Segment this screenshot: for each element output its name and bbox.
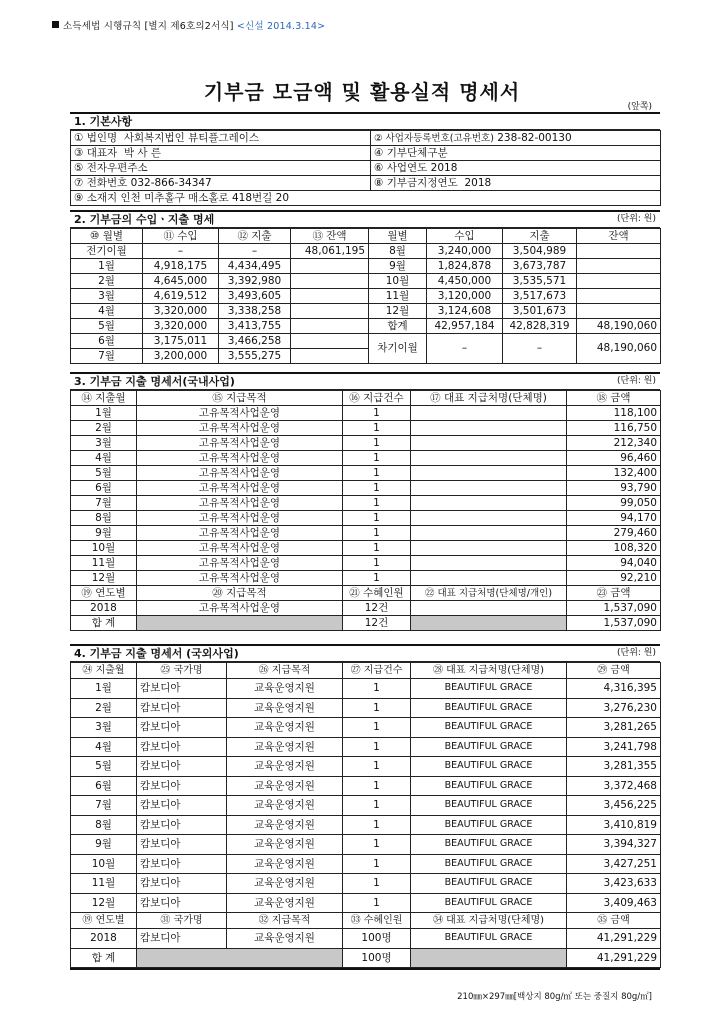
col-representative: ⑰ 대표 지급처명(단체명): [411, 391, 567, 406]
table-row: 1월 4,918,175 4,434,495 9월 1,824,878 3,673,787: [71, 259, 661, 274]
table-row: 2월 고유목적사업운영 1 116,750: [71, 421, 661, 436]
overseas-expense-table: ㉔ 지출월 ㉕ 국가명 ㉖ 지급목적 ㉗ 지급건수 ㉘ 대표 지급처명(단체명) ㉙ 금액 1월 캄보디아 교육운영지원 1 BEAUTIFUL GRACE 4,316,395 2월 캄보디아 교육운영지원 1 BEAUTIFUL GRACE 3,276,230 3월 캄보디아 교육운영지원 1 BEAUTIFUL GRACE 3,281,265 4월 캄보디아 교육운영지원 1 BEAUTIFUL GRACE 3,241,798 5월 캄보디아 교육운영지원 1 BEAUTIFUL GRACE 3,281,355 6월 캄보디아 교육운영지원 1 BEAUTIFUL GRACE 3,372,468 7월 캄보디아 교육운영지원 1 BEAUTIFUL GRACE 3,456,225 8월 캄보디아 교육운영지원 1 BEAUTIFUL GRACE 3,410,819 9월 캄보디아 교육운영지원 1 BEAUTIFUL GRACE 3,394,327 10월 캄보디아 교육운영지원 1 BEAUTIFUL GRACE 3,427,251 11월 캄보디아 교육운영지원 1 BEAUTIFUL GRACE 3,423,633 12월 캄보디아 교육운영지원 1 BEAUTIFUL GRACE 3,409,463 ⑲ 연도별 ㉛ 국가명 ㉜ 지급목적 ㉝ 수혜인원 ㉞ 대표 지급처명(단체명) ㉟ 금액 2018 캄보디아 교육운영지원 100명 BEAUTIFUL GRACE 41,291,229 합 계 100명 41,291,229: [70, 662, 661, 968]
table-row: 9월 캄보디아 교육운영지원 1 BEAUTIFUL GRACE 3,394,327: [71, 835, 661, 855]
table-row: 8월 고유목적사업운영 1 94,170: [71, 511, 661, 526]
table-row: 7월 3,200,000 3,555,275: [71, 349, 661, 364]
basic-info-table: [70, 130, 661, 206]
col-balance-2: 잔액: [577, 229, 661, 244]
col-country: ㉕ 국가명: [137, 663, 227, 679]
total-row: 합 계 100명 41,291,229: [71, 948, 661, 968]
col-income-2: 수입: [427, 229, 503, 244]
table-row: 7월 캄보디아 교육운영지원 1 BEAUTIFUL GRACE 3,456,225: [71, 796, 661, 816]
col-month: ⑩ 월별: [71, 229, 143, 244]
table-row: 전기이월 – – 48,061,195 8월 3,240,000 3,504,989: [71, 244, 661, 259]
table-row: 10월 고유목적사업운영 1 108,320: [71, 541, 661, 556]
table-row: 5월 캄보디아 교육운영지원 1 BEAUTIFUL GRACE 3,281,355: [71, 757, 661, 777]
table-row: 8월 캄보디아 교육운영지원 1 BEAUTIFUL GRACE 3,410,819: [71, 815, 661, 835]
table-row: 5월 고유목적사업운영 1 132,400: [71, 466, 661, 481]
field-org-type: ④ 기부단체구분: [371, 146, 661, 161]
section-4-heading: 4. 기부금 지출 명세서 (국외사업) (단위: 원): [70, 644, 660, 662]
page-title: 기부금 모금액 및 활용실적 명세서: [203, 80, 521, 104]
section-income-expense: [70, 210, 660, 364]
col-amount: ㉙ 금액: [567, 663, 661, 679]
table-row: 5월 3,320,000 3,413,755 합계 42,957,184 42,828,319 48,190,060: [71, 319, 661, 334]
col-purpose: ⑮ 지급목적: [137, 391, 343, 406]
table-row: 4월 3,320,000 3,338,258 12월 3,124,608 3,501,673: [71, 304, 661, 319]
table-row: 4월 고유목적사업운영 1 96,460: [71, 451, 661, 466]
col-expense-month: ⑭ 지출월: [71, 391, 137, 406]
side-label: (앞쪽): [627, 102, 652, 112]
square-bullet-icon: [52, 21, 59, 28]
field-biz-reg-no: ② 사업자등록번호(고유번호) 238-82-00130: [371, 131, 661, 146]
table-row: 9월 고유목적사업운영 1 279,460: [71, 526, 661, 541]
col-count: ㉗ 지급건수: [343, 663, 411, 679]
field-email: ⑤ 전자우편주소: [71, 161, 371, 176]
col-amount: ⑱ 금액: [567, 391, 661, 406]
table-row: 3월 고유목적사업운영 1 212,340: [71, 436, 661, 451]
carry-forward-balance: 48,190,060: [577, 334, 661, 364]
new-note: <신설 2014.3.14>: [236, 21, 326, 32]
field-address: ⑨ 소재지 인천 미추홀구 매소홀로 418번길 20: [71, 191, 661, 206]
table-row: 2월 캄보디아 교육운영지원 1 BEAUTIFUL GRACE 3,276,230: [71, 698, 661, 718]
regulation-line: [52, 18, 325, 32]
table-row: 12월 캄보디아 교육운영지원 1 BEAUTIFUL GRACE 3,409,463: [71, 893, 661, 913]
table-row: 4월 캄보디아 교육운영지원 1 BEAUTIFUL GRACE 3,241,798: [71, 737, 661, 757]
col-balance: ⑬ 잔액: [291, 229, 369, 244]
field-representative: ③ 대표자 박 사 른: [71, 146, 371, 161]
table-row: 11월 고유목적사업운영 1 94,040: [71, 556, 661, 571]
income-expense-table: [70, 228, 661, 364]
col-expense-month: ㉔ 지출월: [71, 663, 137, 679]
bottom-rule: [70, 968, 660, 970]
table-row: 12월 고유목적사업운영 1 92,210: [71, 571, 661, 586]
domestic-expense-table: ⑭ 지출월 ⑮ 지급목적 ⑯ 지급건수 ⑰ 대표 지급처명(단체명) ⑱ 금액 1월 고유목적사업운영 1 118,100 2월 고유목적사업운영 1 116,750 3월 고유목적사업운영 1 212,340 4월 고유목적사업운영 1 96,460 5월 고유목적사업운영 1 132,400 6월 고유목적사업운영 1 93,790 7월 고유목적사업운영 1 99,050 8월 고유목적사업운영 1 94,170 9월 고유목적사업운영 1 279,460 10월 고유목적사업운영 1 108,320 11월 고유목적사업운영 1 94,040 12월 고유목적사업운영 1 92,210 ⑲ 연도별 ⑳ 지급목적 ㉑ 수혜인원 ㉒ 대표 지급처명(단체명/개인) ㉓ 금액 2018 고유목적사업운영 12건 1,537,090 합 계 12건 1,537,090: [70, 390, 661, 631]
col-expense: ⑫ 지출: [219, 229, 291, 244]
col-month-2: 월별: [369, 229, 427, 244]
col-count: ⑯ 지급건수: [343, 391, 411, 406]
field-corp-name: ① 법인명 사회복지법인 뷰티플그레이스: [71, 131, 371, 146]
table-row: 6월 3,175,011 3,466,258 차기이월 – – 48,190,060: [71, 334, 661, 349]
year-row: 2018 고유목적사업운영 12건 1,537,090: [71, 601, 661, 616]
table-row: 6월 고유목적사업운영 1 93,790: [71, 481, 661, 496]
table-row: 2월 4,645,000 3,392,980 10월 4,450,000 3,535,571: [71, 274, 661, 289]
table-row: 10월 캄보디아 교육운영지원 1 BEAUTIFUL GRACE 3,427,251: [71, 854, 661, 874]
table-row: 6월 캄보디아 교육운영지원 1 BEAUTIFUL GRACE 3,372,468: [71, 776, 661, 796]
total-row: 합 계 12건 1,537,090: [71, 616, 661, 631]
field-designated-year: ⑧ 기부금지정연도 2018: [371, 176, 661, 191]
section-3-heading: 3. 기부금 지출 명세서(국내사업) (단위: 원): [70, 372, 660, 390]
field-fiscal-year: ⑥ 사업연도 2018: [371, 161, 661, 176]
col-representative: ㉘ 대표 지급처명(단체명): [411, 663, 567, 679]
section-1-heading: 1. 기본사항: [70, 112, 660, 130]
table-row: 11월 캄보디아 교육운영지원 1 BEAUTIFUL GRACE 3,423,633: [71, 874, 661, 894]
carry-forward-label: 차기이월: [369, 334, 427, 364]
section-2-heading: 2. 기부금의 수입ㆍ지출 명세 (단위: 원): [70, 210, 660, 228]
col-expense-2: 지출: [503, 229, 577, 244]
table-row: 3월 캄보디아 교육운영지원 1 BEAUTIFUL GRACE 3,281,265: [71, 718, 661, 738]
year-row: 2018 캄보디아 교육운영지원 100명 BEAUTIFUL GRACE 41,291,229: [71, 929, 661, 949]
paper-spec: 210㎜×297㎜[백상지 80g/㎡ 또는 중질지 80g/㎡]: [457, 992, 652, 1002]
table-row: 7월 고유목적사업운영 1 99,050: [71, 496, 661, 511]
table-row: 3월 4,619,512 3,493,605 11월 3,120,000 3,517,673: [71, 289, 661, 304]
section-basic-info: [70, 112, 660, 206]
col-purpose: ㉖ 지급목적: [227, 663, 343, 679]
col-income: ⑪ 수입: [143, 229, 219, 244]
regulation-text: 소득세법 시행규칙 [별지 제6호의2서식]: [63, 21, 234, 32]
field-phone: ⑦ 전화번호 032-866-34347: [71, 176, 371, 191]
table-row: 1월 캄보디아 교육운영지원 1 BEAUTIFUL GRACE 4,316,395: [71, 679, 661, 699]
section-overseas-expense: [70, 644, 660, 968]
section-domestic-expense: [70, 372, 660, 631]
table-row: 1월 고유목적사업운영 1 118,100: [71, 406, 661, 421]
